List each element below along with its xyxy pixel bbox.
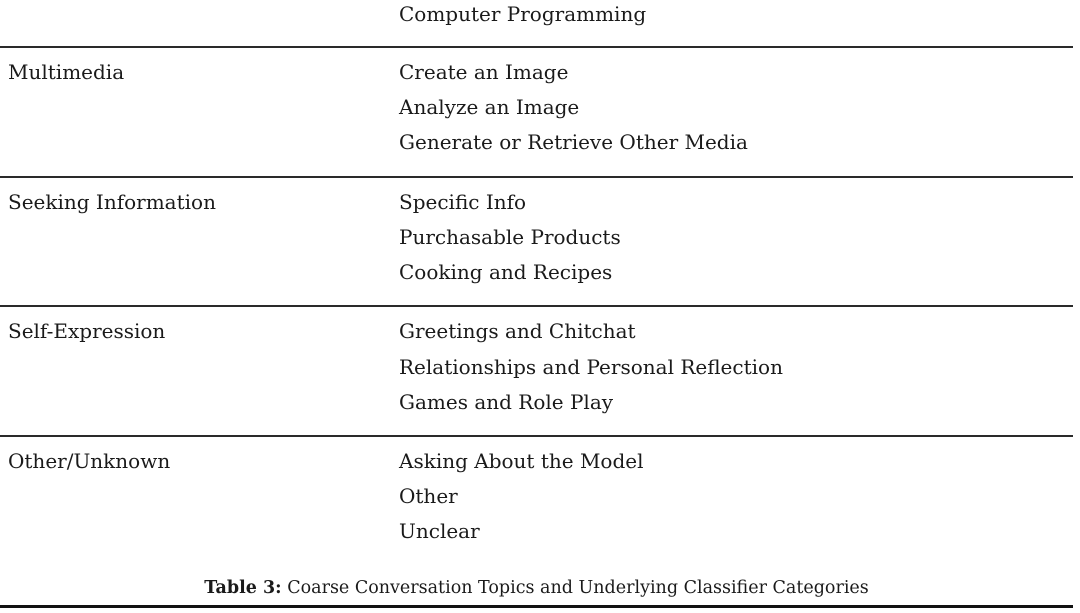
category-cell: Greetings and Chitchat (399, 319, 636, 343)
category-cell: Specific Info (399, 190, 527, 214)
category-cell: Create an Image (399, 60, 569, 84)
category-cell: Unclear (399, 519, 480, 543)
category-cell: Other (399, 484, 458, 508)
topic-cell: Seeking Information (8, 190, 216, 214)
category-cell: Cooking and Recipes (399, 260, 613, 284)
topic-cell: Other/Unknown (8, 449, 171, 473)
bottom-rule (0, 605, 1073, 608)
caption-text: Coarse Conversation Topics and Underlying Classifier Categories (287, 578, 869, 598)
category-cell: Generate or Retrieve Other Media (399, 130, 748, 154)
row-divider (0, 46, 1073, 48)
category-cell: Purchasable Products (399, 225, 621, 249)
table-caption (0, 577, 1073, 599)
caption-label: Table 3: (204, 578, 282, 598)
category-cell: Relationships and Personal Reflection (399, 355, 783, 379)
row-divider (0, 435, 1073, 437)
topic-cell: Multimedia (8, 60, 125, 84)
topic-cell: Self-Expression (8, 319, 166, 343)
category-cell: Games and Role Play (399, 390, 614, 414)
category-cell: Analyze an Image (399, 95, 580, 119)
row-divider (0, 305, 1073, 307)
category-cell: Computer Programming (399, 2, 647, 26)
category-cell: Asking About the Model (399, 449, 644, 473)
row-divider (0, 176, 1073, 178)
